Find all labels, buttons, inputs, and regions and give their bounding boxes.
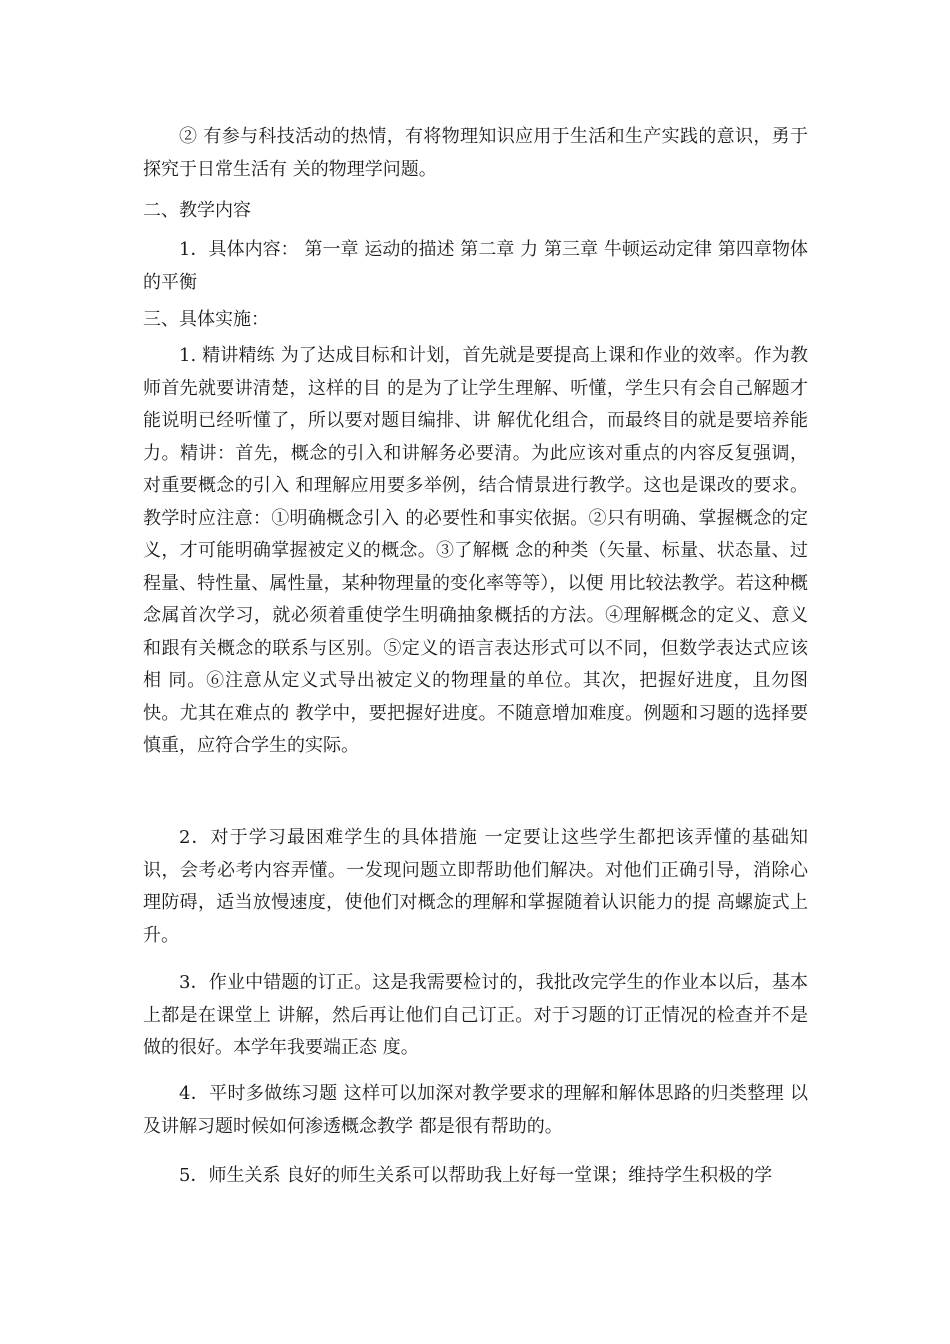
paragraph-specific-content: 1．具体内容： 第一章 运动的描述 第二章 力 第三章 牛顿运动定律 第四章物体的平衡 [143,239,808,293]
section-heading-implementation: 三、具体实施： [143,309,269,330]
paragraph-goal-2: ② 有参与科技活动的热情，有将物理知识应用于生活和生产实践的意识，勇于探究于日常生活有 关的物理学问题。 [143,126,808,180]
section-heading-teaching-content: 二、教学内容 [143,200,251,221]
paragraph-teacher-student-relations: 5．师生关系 良好的师生关系可以帮助我上好每一堂课；维持学生积极的学 [179,1165,773,1186]
paragraph-precise-teaching: 1. 精讲精练 为了达成目标和计划，首先就是要提高上课和作业的效率。作为教师首先就要讲清楚，这样的目 的是为了让学生理解、听懂，学生只有会自己解题才能说明已经听懂了，所以要对题目编排、讲 解优化组合，而最终目的就是要培养能力。精讲：首先，概念的引入和讲解务必要清。为此应该对重点的内容反复强调，对重要概念的引入 和理解应用要多举例，结合情景进行教学。这也是课改的要求。教学时应注意：①明确概念引入 的必要性和事实依据。②只有明确、掌握概念的定义，才可能明确掌握被定义的概念。③了解概 念的种类（矢量、标量、状态量、过程量、特性量、属性量，某种物理量的变化率等等），以便 用比较法教学。若这种概念属首次学习，就必须着重使学生明确抽象概括的方法。④理解概念的定义、意义和跟有关概念的联系与区别。⑤定义的语言表达形式可以不同，但数学表达式应该相 同。⑥注意从定义式导出被定义的物理量的单位。其次，把握好进度，且勿图快。尤其在难点的 教学中，要把握好进度。不随意增加难度。例题和习题的选择要慎重，应符合学生的实际。 [143,345,808,756]
paragraph-practice-exercises: 4．平时多做练习题 这样可以加深对教学要求的理解和解体思路的归类整理 以及讲解习题时候如何渗透概念教学 都是很有帮助的。 [143,1083,808,1137]
paragraph-struggling-students: 2．对于学习最困难学生的具体措施 一定要让这些学生都把该弄懂的基础知识，会考必考内容弄懂。一发现问题立即帮助他们解决。对他们正确引导，消除心理防碍，适当放慢速度，使他们对概念的理解和掌握随着认识能力的提 高螺旋式上升。 [143,827,808,946]
paragraph-error-correction: 3．作业中错题的订正。这是我需要检讨的，我批改完学生的作业本以后，基本上都是在课堂上 讲解，然后再让他们自己订正。对于习题的订正情况的检查并不是做的很好。本学年我要端正态 度。 [143,972,808,1058]
